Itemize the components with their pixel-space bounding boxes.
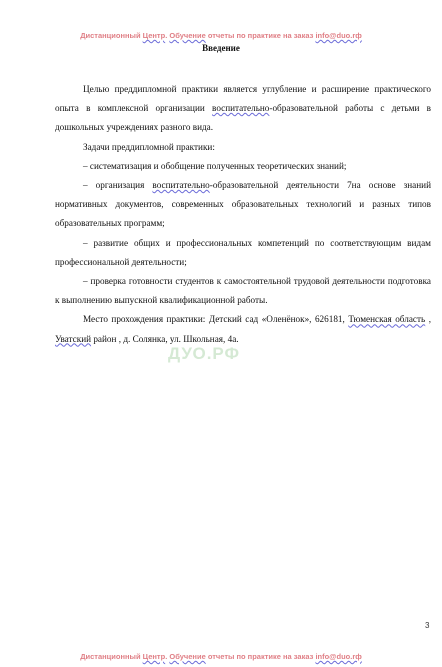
banner-text: .: [165, 31, 170, 40]
banner-text: Обучение: [169, 31, 206, 40]
task-item: – систематизация и обобщение полученных теоретических знаний;: [83, 160, 347, 171]
banner-text: Дистанционный: [80, 652, 143, 661]
task-item: – организация воспитательно-образовательной деятельности 7на основе знаний нормативных документов, современных образовательных технологий и разных типов образовательных программ;: [55, 180, 431, 229]
document-body: [55, 80, 431, 349]
banner-text: отчеты по практике на заказ: [205, 31, 316, 40]
banner-email: info@duo.rф: [315, 652, 362, 661]
task-item: – развитие общих и профессиональных компетенций по соответствующим видам профессиональной деятельности;: [55, 237, 431, 267]
tasks-heading: Задачи преддипломной практики:: [83, 141, 215, 152]
banner-text: Центр: [142, 652, 166, 661]
header-banner: [0, 31, 442, 40]
banner-email: info@duo.rф: [315, 31, 362, 40]
footer-banner: [0, 652, 442, 661]
banner-text: Центр: [142, 31, 166, 40]
page-number: 3: [425, 621, 430, 630]
banner-text: Обучение: [169, 652, 206, 661]
practice-place-paragraph: Место прохождения практики: Детский сад «Оленёнок», 626181, Тюменская область , Уватский район , д. Солянка, ул. Школьная, 4а.: [55, 314, 431, 344]
banner-text: отчеты по практике на заказ: [205, 652, 316, 661]
banner-text: Дистанционный: [80, 31, 143, 40]
goal-paragraph: Целью преддипломной практики является углубление и расширение практического опыта в комплексной организации воспитательно-образовательной работы с детьми в дошкольных учреждениях разного вида.: [55, 84, 431, 133]
task-item: – проверка готовности студентов к самостоятельной трудовой деятельности подготовка к выполнению выпускной квалификационной работы.: [55, 276, 431, 306]
banner-text: .: [165, 652, 170, 661]
watermark: ДУО.РФ: [168, 344, 241, 363]
page-title: Введение: [202, 43, 240, 53]
